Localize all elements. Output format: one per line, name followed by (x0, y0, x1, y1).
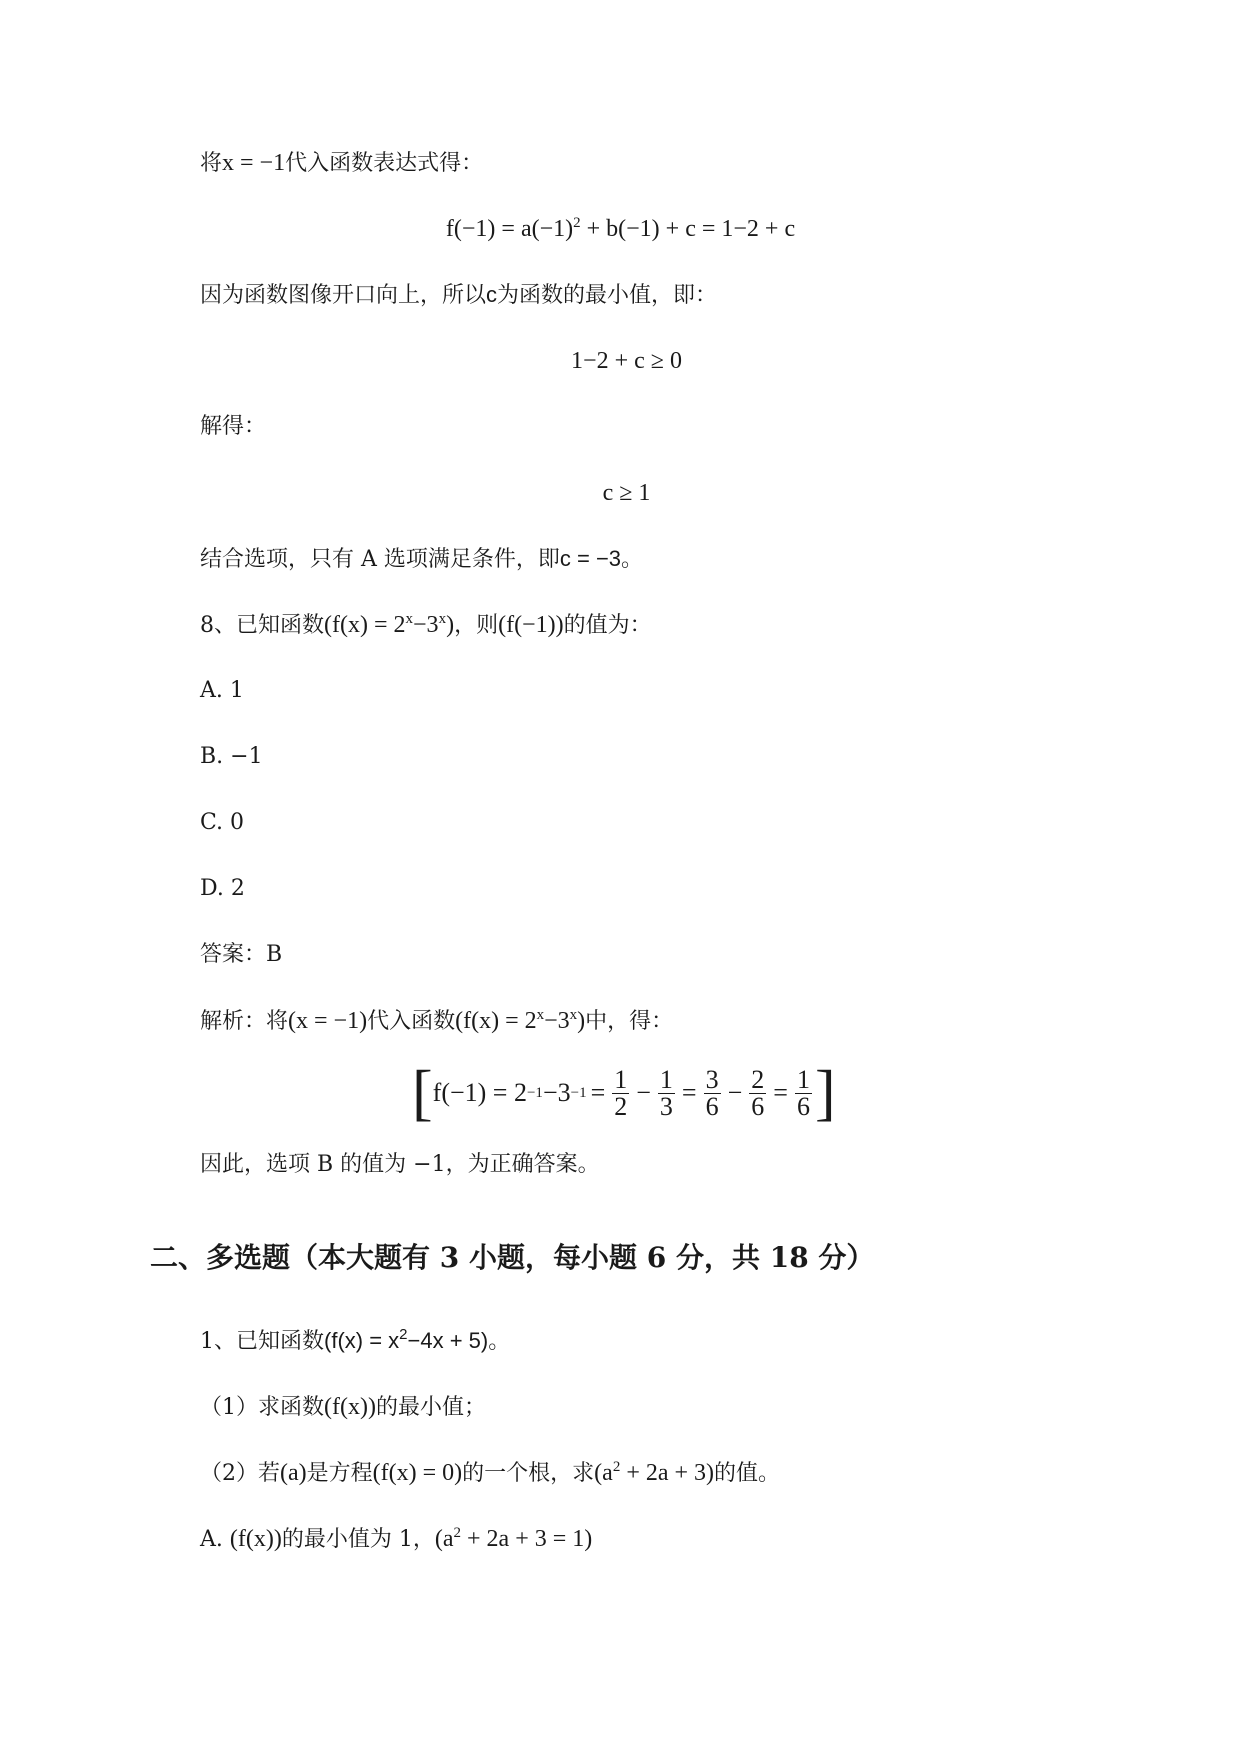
fraction: $\frac{1}{2}$ (614, 1064, 628, 1121)
left-bracket: [ (412, 1059, 433, 1127)
fraction: $\frac{1}{3}$ (659, 1064, 673, 1121)
text-solve: 解得： (200, 414, 267, 439)
option-b: B. −1 (200, 744, 263, 769)
sub-question-2: （2）若(a)是方程(f(x) = 0)的一个根，求$(a^2 + 2a + 3)$的值。 (200, 1459, 781, 1486)
text-substitute-x: 将x = −1代入函数表达式得： (200, 150, 484, 176)
answer-label: 答案：B (200, 942, 283, 967)
option-a: A. 1 (200, 678, 244, 703)
option-d: D. 2 (200, 876, 245, 901)
math-x-eq: x = −1 (222, 150, 286, 176)
section-heading-multiple-choice: 二、多选题（本大题有 3 小题，每小题 6 分，共 18 分） (150, 1241, 875, 1274)
text-conclusion: 结合选项，只有 A 选项满足条件，即c = −3。 (200, 546, 644, 572)
multi-question-1: 1、已知函数$(f(x) = x^2-4x + 5)$。 (200, 1326, 511, 1354)
equation-f-neg1: $f(-1) = a(-1)^2 + b(-1) + c = 1-2 + c$ (445, 215, 796, 242)
inequality-2: c ≥ 1 (602, 480, 651, 506)
multi-option-a: A. (f(x))的最小值为 1，$(a^2 + 2a + 3 = 1)$ (200, 1525, 593, 1552)
option-c: C. 0 (200, 810, 245, 835)
analysis-text: 解析：将(x = −1)代入函数$(f(x) = 2^x-3^x)$中，得： (200, 1007, 674, 1034)
text-therefore: 因此，选项 B 的值为 −1，为正确答案。 (200, 1152, 600, 1177)
sub-question-1: （1）求函数(f(x))的最小值； (200, 1394, 486, 1420)
fraction: $\frac{3}{6}$ (705, 1064, 719, 1121)
fraction: $\frac{2}{6}$ (751, 1064, 765, 1121)
fraction: $\frac{1}{6}$ (796, 1064, 810, 1121)
formula-fraction-calc: [ f(−1) = 2 −1 −3 −1 = $\frac{1}{2}$ − $\frac{1}{3}$ = $\frac{3}{6}$ − $\frac{2}{6}$ = $\frac{1}{6}$ ] (412, 1059, 836, 1127)
inequality-1: 1−2 + c ≥ 0 (571, 348, 682, 374)
text-min-value: 因为函数图像开口向上，所以c为函数的最小值，即： (200, 282, 718, 308)
question-8: 8、已知函数$(f(x) = 2^x-3^x)$，则(f(−1))的值为： (200, 611, 652, 638)
right-bracket: ] (814, 1059, 836, 1127)
